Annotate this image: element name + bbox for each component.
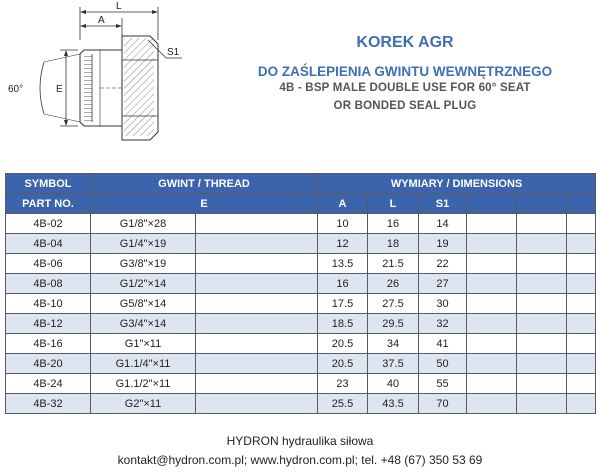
cell-empty [196, 274, 318, 294]
table-row [6, 314, 596, 334]
cell-empty [517, 254, 567, 274]
table-row [6, 334, 596, 354]
cell-part-no: 4B-04 [6, 234, 91, 254]
product-description-line2: OR BONDED SEAL PLUG [333, 100, 477, 112]
dim-label-A: A [98, 15, 105, 26]
header-empty [567, 194, 596, 214]
cell-thread-e: G1.1/2"×11 [91, 374, 196, 394]
cell-empty [517, 274, 567, 294]
angle-label: 60° [8, 84, 24, 95]
cell-empty [517, 374, 567, 394]
cell-empty [196, 254, 318, 274]
cell-empty [567, 334, 596, 354]
cell-dim-l: 27.5 [368, 294, 419, 314]
header-row-2 [6, 194, 596, 214]
cell-empty [467, 334, 517, 354]
cell-thread-e: G1/8"×28 [91, 214, 196, 234]
cell-dim-s1: 22 [419, 254, 467, 274]
cell-empty [567, 254, 596, 274]
cell-thread-e: G1/4"×19 [91, 234, 196, 254]
cell-dim-a: 10 [318, 214, 368, 234]
cell-empty [567, 374, 596, 394]
header-thread: GWINT / THREAD [91, 174, 318, 194]
table-row [6, 374, 596, 394]
cell-dim-s1: 14 [419, 214, 467, 234]
cell-dim-a: 25.5 [318, 394, 368, 414]
cell-thread-e: G2"×11 [91, 394, 196, 414]
cell-empty [467, 234, 517, 254]
cell-dim-s1: 19 [419, 234, 467, 254]
cell-dim-l: 37.5 [368, 354, 419, 374]
cell-thread-e: G3/4"×14 [91, 314, 196, 334]
cell-empty [467, 314, 517, 334]
table-row [6, 354, 596, 374]
cell-thread-e: G1.1/4"×11 [91, 354, 196, 374]
cell-dim-a: 20.5 [318, 354, 368, 374]
dim-label-L: L [116, 1, 122, 12]
cell-empty [467, 294, 517, 314]
cell-dim-a: 18.5 [318, 314, 368, 334]
table-row [6, 274, 596, 294]
header-dimensions: WYMIARY / DIMENSIONS [318, 174, 596, 194]
table-body [6, 214, 596, 414]
company-contact: kontakt@hydron.com.pl; www.hydron.com.pl; tel. +48 (67) 350 53 69 [117, 453, 483, 467]
cell-empty [467, 394, 517, 414]
cell-empty [567, 234, 596, 254]
cell-dim-a: 20.5 [318, 334, 368, 354]
table-row [6, 214, 596, 234]
cell-empty [196, 314, 318, 334]
cell-empty [567, 274, 596, 294]
cell-part-no: 4B-24 [6, 374, 91, 394]
header-symbol: SYMBOL [6, 174, 91, 194]
dimensions-table [5, 173, 596, 414]
header-row-1 [6, 174, 596, 194]
product-description-line1: 4B - BSP MALE DOUBLE USE FOR 60° SEAT [279, 82, 531, 94]
cell-empty [517, 314, 567, 334]
cell-part-no: 4B-32 [6, 394, 91, 414]
cell-dim-a: 16 [318, 274, 368, 294]
cell-empty [467, 374, 517, 394]
cell-empty [196, 294, 318, 314]
dim-label-E: E [56, 84, 63, 95]
table-row [6, 294, 596, 314]
cell-empty [467, 254, 517, 274]
cell-empty [196, 354, 318, 374]
cell-empty [196, 394, 318, 414]
cell-empty [517, 214, 567, 234]
cell-dim-a: 23 [318, 374, 368, 394]
cell-dim-l: 26 [368, 274, 419, 294]
cell-dim-s1: 27 [419, 274, 467, 294]
cell-dim-a: 12 [318, 234, 368, 254]
plug-technical-drawing [0, 0, 200, 168]
header-a: A [318, 194, 368, 214]
cell-thread-e: G5/8"×14 [91, 294, 196, 314]
cell-empty [467, 274, 517, 294]
header-e: E [91, 194, 318, 214]
header-s1: S1 [419, 194, 467, 214]
dim-label-S1: S1 [167, 47, 180, 58]
cell-dim-s1: 41 [419, 334, 467, 354]
cell-dim-l: 21.5 [368, 254, 419, 274]
cell-empty [517, 334, 567, 354]
cell-dim-s1: 70 [419, 394, 467, 414]
cell-dim-l: 34 [368, 334, 419, 354]
cell-empty [196, 374, 318, 394]
cell-dim-a: 17.5 [318, 294, 368, 314]
cell-empty [517, 354, 567, 374]
cell-dim-s1: 50 [419, 354, 467, 374]
cell-part-no: 4B-08 [6, 274, 91, 294]
cell-part-no: 4B-02 [6, 214, 91, 234]
cell-dim-s1: 30 [419, 294, 467, 314]
product-subtitle: DO ZAŚLEPIENIA GWINTU WEWNĘTRZNEGO [257, 64, 553, 79]
cell-dim-l: 16 [368, 214, 419, 234]
cell-thread-e: G1"×11 [91, 334, 196, 354]
cell-empty [196, 334, 318, 354]
table-row [6, 234, 596, 254]
cell-part-no: 4B-20 [6, 354, 91, 374]
cell-thread-e: G3/8"×19 [91, 254, 196, 274]
cell-part-no: 4B-10 [6, 294, 91, 314]
cell-dim-l: 18 [368, 234, 419, 254]
cell-empty [196, 234, 318, 254]
cell-empty [567, 394, 596, 414]
cell-empty [517, 234, 567, 254]
cell-dim-s1: 55 [419, 374, 467, 394]
cell-empty [567, 354, 596, 374]
cell-part-no: 4B-16 [6, 334, 91, 354]
table-row [6, 394, 596, 414]
cell-thread-e: G1/2"×14 [91, 274, 196, 294]
header-empty [467, 194, 517, 214]
cell-empty [567, 214, 596, 234]
cell-dim-l: 29.5 [368, 314, 419, 334]
cell-part-no: 4B-06 [6, 254, 91, 274]
header-l: L [368, 194, 419, 214]
company-name: HYDRON hydraulika siłowa [226, 434, 374, 448]
header-part-no: PART NO. [6, 194, 91, 214]
cell-part-no: 4B-12 [6, 314, 91, 334]
cell-empty [517, 294, 567, 314]
cell-empty [467, 214, 517, 234]
cell-empty [567, 294, 596, 314]
cell-dim-l: 43.5 [368, 394, 419, 414]
cell-empty [517, 394, 567, 414]
cell-empty [567, 314, 596, 334]
cell-empty [467, 354, 517, 374]
product-title: KOREK AGR [356, 34, 454, 51]
cell-dim-a: 13.5 [318, 254, 368, 274]
cell-dim-l: 40 [368, 374, 419, 394]
title-block [210, 0, 600, 168]
header-empty [517, 194, 567, 214]
cell-dim-s1: 32 [419, 314, 467, 334]
table-row [6, 254, 596, 274]
cell-empty [196, 214, 318, 234]
